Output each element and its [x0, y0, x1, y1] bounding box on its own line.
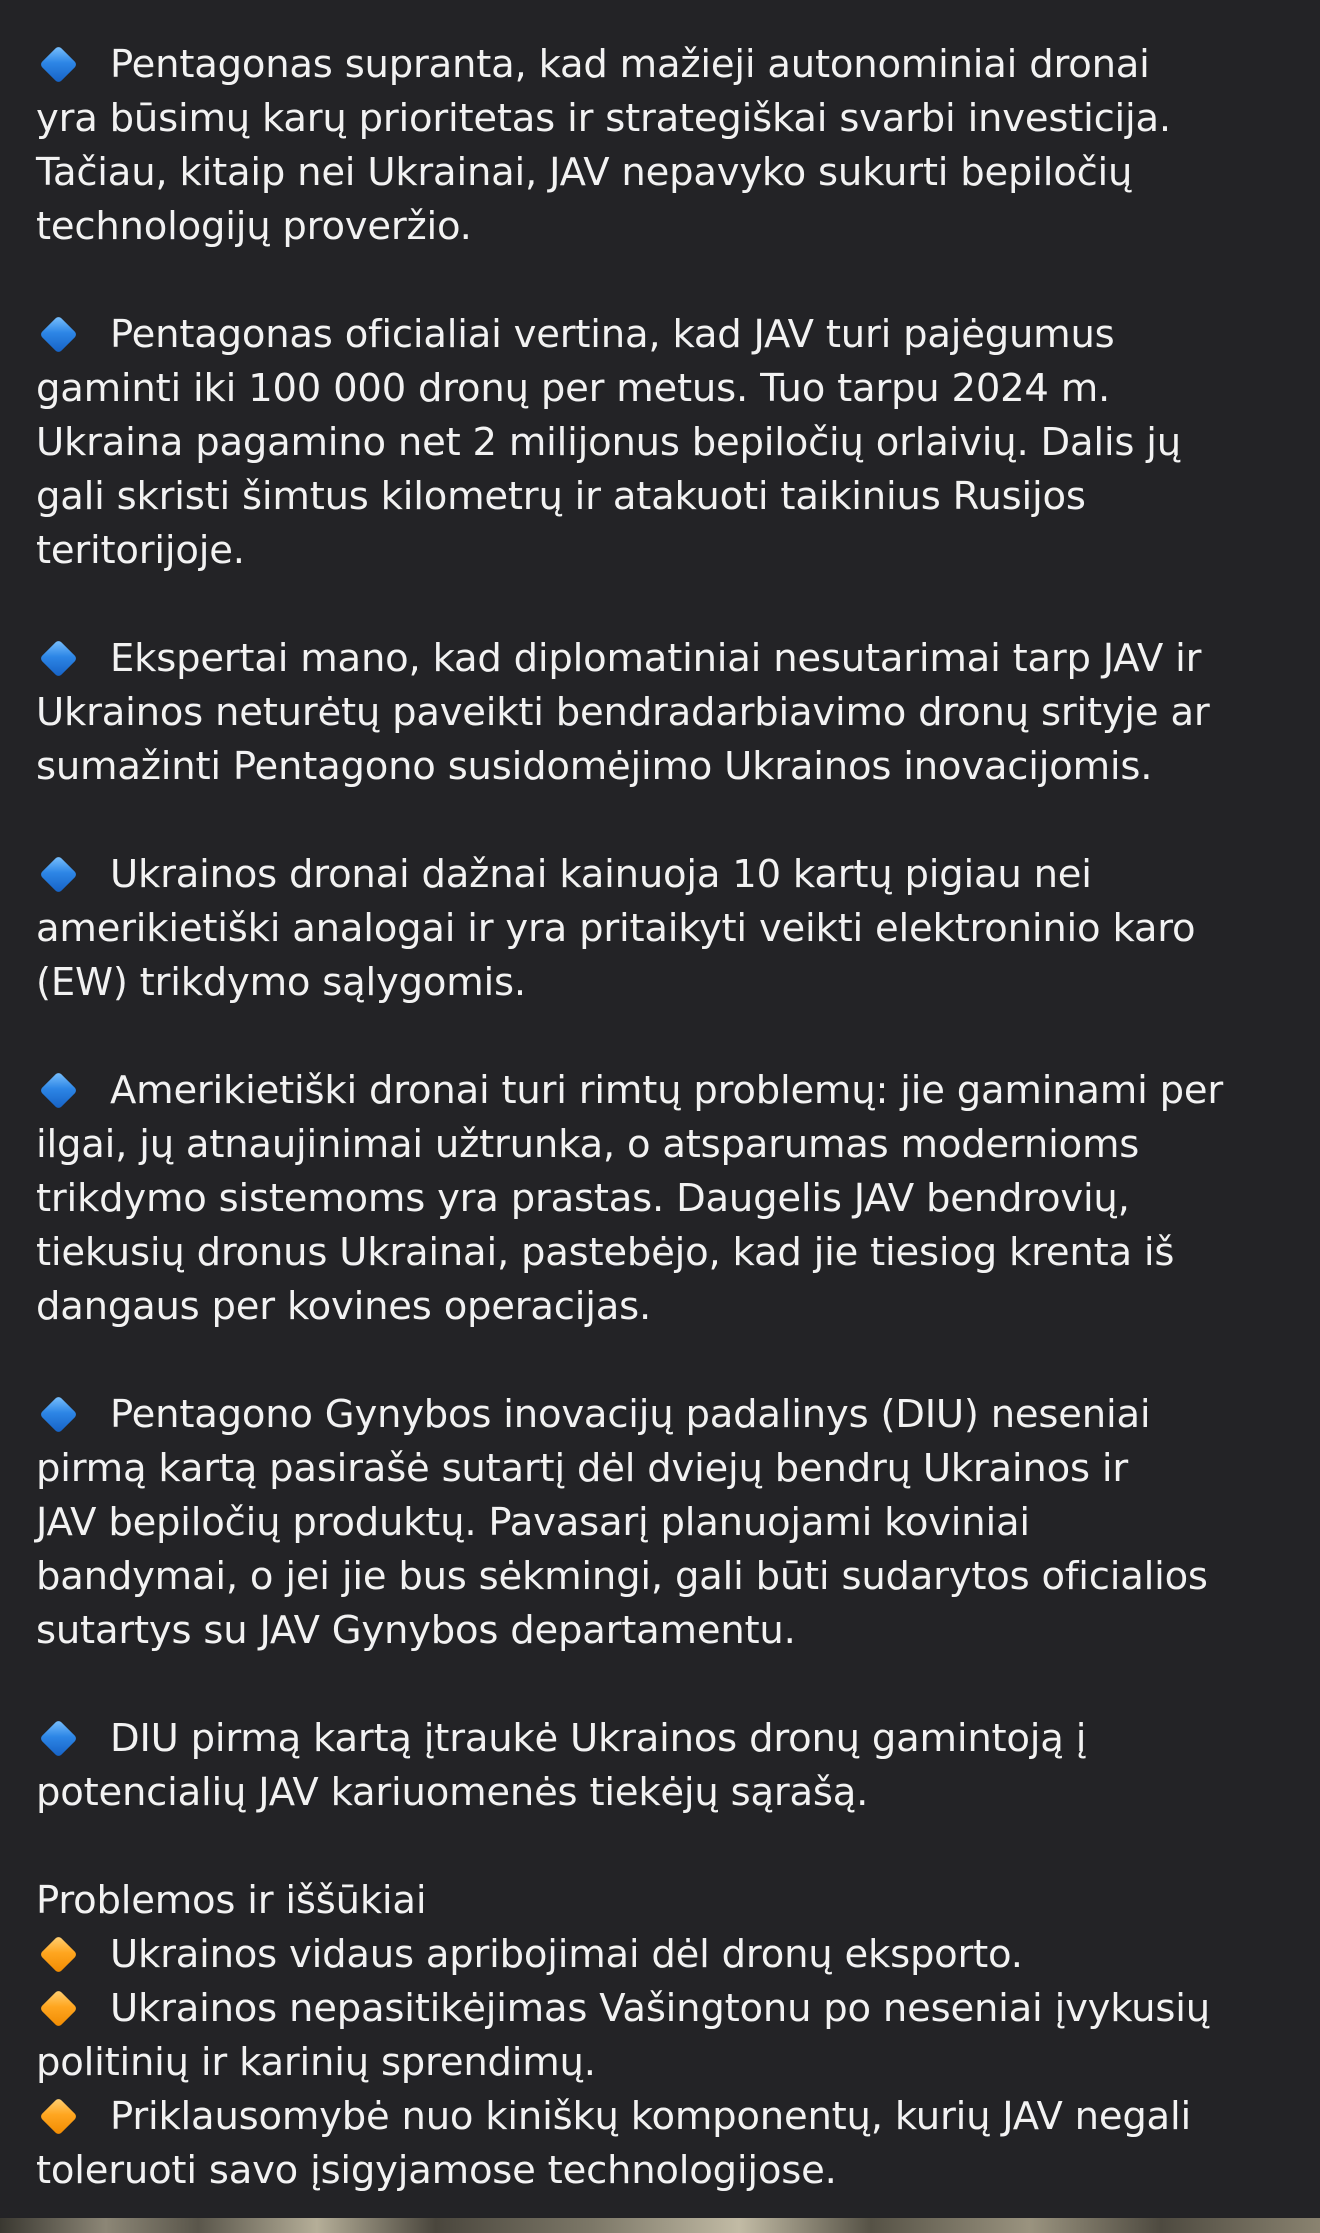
- paragraph-line: potencialių JAV kariuomenės tiekėjų sąrašą.: [36, 1770, 869, 1815]
- paragraph-production-capacity: [36, 308, 1296, 578]
- paragraph-drone-cost: [36, 848, 1296, 1010]
- paragraph-diu-supplier-list: [36, 1712, 1296, 1820]
- issue-line: politinių ir karinių sprendimų.: [36, 2040, 596, 2085]
- paragraph-diu-contract: [36, 1388, 1296, 1658]
- small-orange-diamond-icon: [36, 2090, 82, 2144]
- issue-item: [36, 1928, 1296, 1982]
- small-blue-diamond-icon: [36, 1388, 82, 1442]
- paragraph-line: sutartys su JAV Gynybos departamentu.: [36, 1608, 796, 1653]
- issue-line: Ukrainos vidaus apribojimai dėl dronų eksporto.: [36, 1928, 1296, 1982]
- paragraph-line: JAV bepiločių produktų. Pavasarį planuojami koviniai: [36, 1500, 1030, 1545]
- small-blue-diamond-icon: [36, 38, 82, 92]
- small-blue-diamond-icon: [36, 632, 82, 686]
- paragraph-line: gali skristi šimtus kilometrų ir atakuoti taikinius Rusijos: [36, 474, 1086, 519]
- paragraph-line: bandymai, o jei jie bus sėkmingi, gali būti sudarytos oficialios: [36, 1554, 1208, 1599]
- paragraph-line: Pentagonas oficialiai vertina, kad JAV turi pajėgumus: [36, 308, 1296, 362]
- paragraph-line: gaminti iki 100 000 dronų per metus. Tuo tarpu 2024 m.: [36, 366, 1111, 411]
- paragraph-line: Ekspertai mano, kad diplomatiniai nesutarimai tarp JAV ir: [36, 632, 1296, 686]
- paragraph-line: ilgai, jų atnaujinimai užtrunka, o atsparumas modernioms: [36, 1122, 1140, 1167]
- small-blue-diamond-icon: [36, 848, 82, 902]
- paragraph-line: Amerikietiški dronai turi rimtų problemų: jie gaminami per: [36, 1064, 1296, 1118]
- paragraph-line: dangaus per kovines operacijas.: [36, 1284, 652, 1329]
- small-blue-diamond-icon: [36, 308, 82, 362]
- issue-line: toleruoti savo įsigyjamose technologijose.: [36, 2148, 837, 2193]
- small-orange-diamond-icon: [36, 1982, 82, 2036]
- paragraph-line: pirmą kartą pasirašė sutartį dėl dviejų bendrų Ukrainos ir: [36, 1446, 1128, 1491]
- small-blue-diamond-icon: [36, 1064, 82, 1118]
- issue-line: Priklausomybė nuo kiniškų komponentų, kurių JAV negali: [36, 2090, 1296, 2144]
- paragraph-line: (EW) trikdymo sąlygomis.: [36, 960, 526, 1005]
- paragraph-line: sumažinti Pentagono susidomėjimo Ukrainos inovacijomis.: [36, 744, 1153, 789]
- post-body: [36, 38, 1296, 2198]
- paragraph-pentagon-priority: [36, 38, 1296, 254]
- issue-item: [36, 1982, 1296, 2090]
- paragraph-line: Pentagonas supranta, kad mažieji autonominiai dronai: [36, 38, 1296, 92]
- paragraph-line: tiekusių dronus Ukrainai, pastebėjo, kad jie tiesiog krenta iš: [36, 1230, 1175, 1275]
- paragraph-line: Ukrainos dronai dažnai kainuoja 10 kartų pigiau nei: [36, 848, 1296, 902]
- paragraph-line: yra būsimų karų prioritetas ir strategiškai svarbi investicija.: [36, 96, 1171, 141]
- paragraph-american-drone-problems: [36, 1064, 1296, 1334]
- paragraph-line: trikdymo sistemoms yra prastas. Daugelis JAV bendrovių,: [36, 1176, 1130, 1221]
- paragraph-line: DIU pirmą kartą įtraukė Ukrainos dronų gamintoją į: [36, 1712, 1296, 1766]
- paragraph-line: Ukrainos neturėtų paveikti bendradarbiavimo dronų srityje ar: [36, 690, 1210, 735]
- issues-section: [36, 1874, 1296, 2198]
- paragraph-line: teritorijoje.: [36, 528, 245, 573]
- attached-photo-preview[interactable]: [0, 2218, 1320, 2233]
- paragraph-line: technologijų proveržio.: [36, 204, 472, 249]
- issues-heading: Problemos ir iššūkiai: [36, 1878, 427, 1923]
- small-orange-diamond-icon: [36, 1928, 82, 1982]
- paragraph-line: Pentagono Gynybos inovacijų padalinys (DIU) neseniai: [36, 1388, 1296, 1442]
- paragraph-line: Ukraina pagamino net 2 milijonus bepiločių orlaivių. Dalis jų: [36, 420, 1181, 465]
- issue-item: [36, 2090, 1296, 2198]
- small-blue-diamond-icon: [36, 1712, 82, 1766]
- paragraph-line: Tačiau, kitaip nei Ukrainai, JAV nepavyko sukurti bepiločių: [36, 150, 1133, 195]
- paragraph-experts-opinion: [36, 632, 1296, 794]
- issue-line: Ukrainos nepasitikėjimas Vašingtonu po neseniai įvykusių: [36, 1982, 1296, 2036]
- paragraph-line: amerikietiški analogai ir yra pritaikyti veikti elektroninio karo: [36, 906, 1196, 951]
